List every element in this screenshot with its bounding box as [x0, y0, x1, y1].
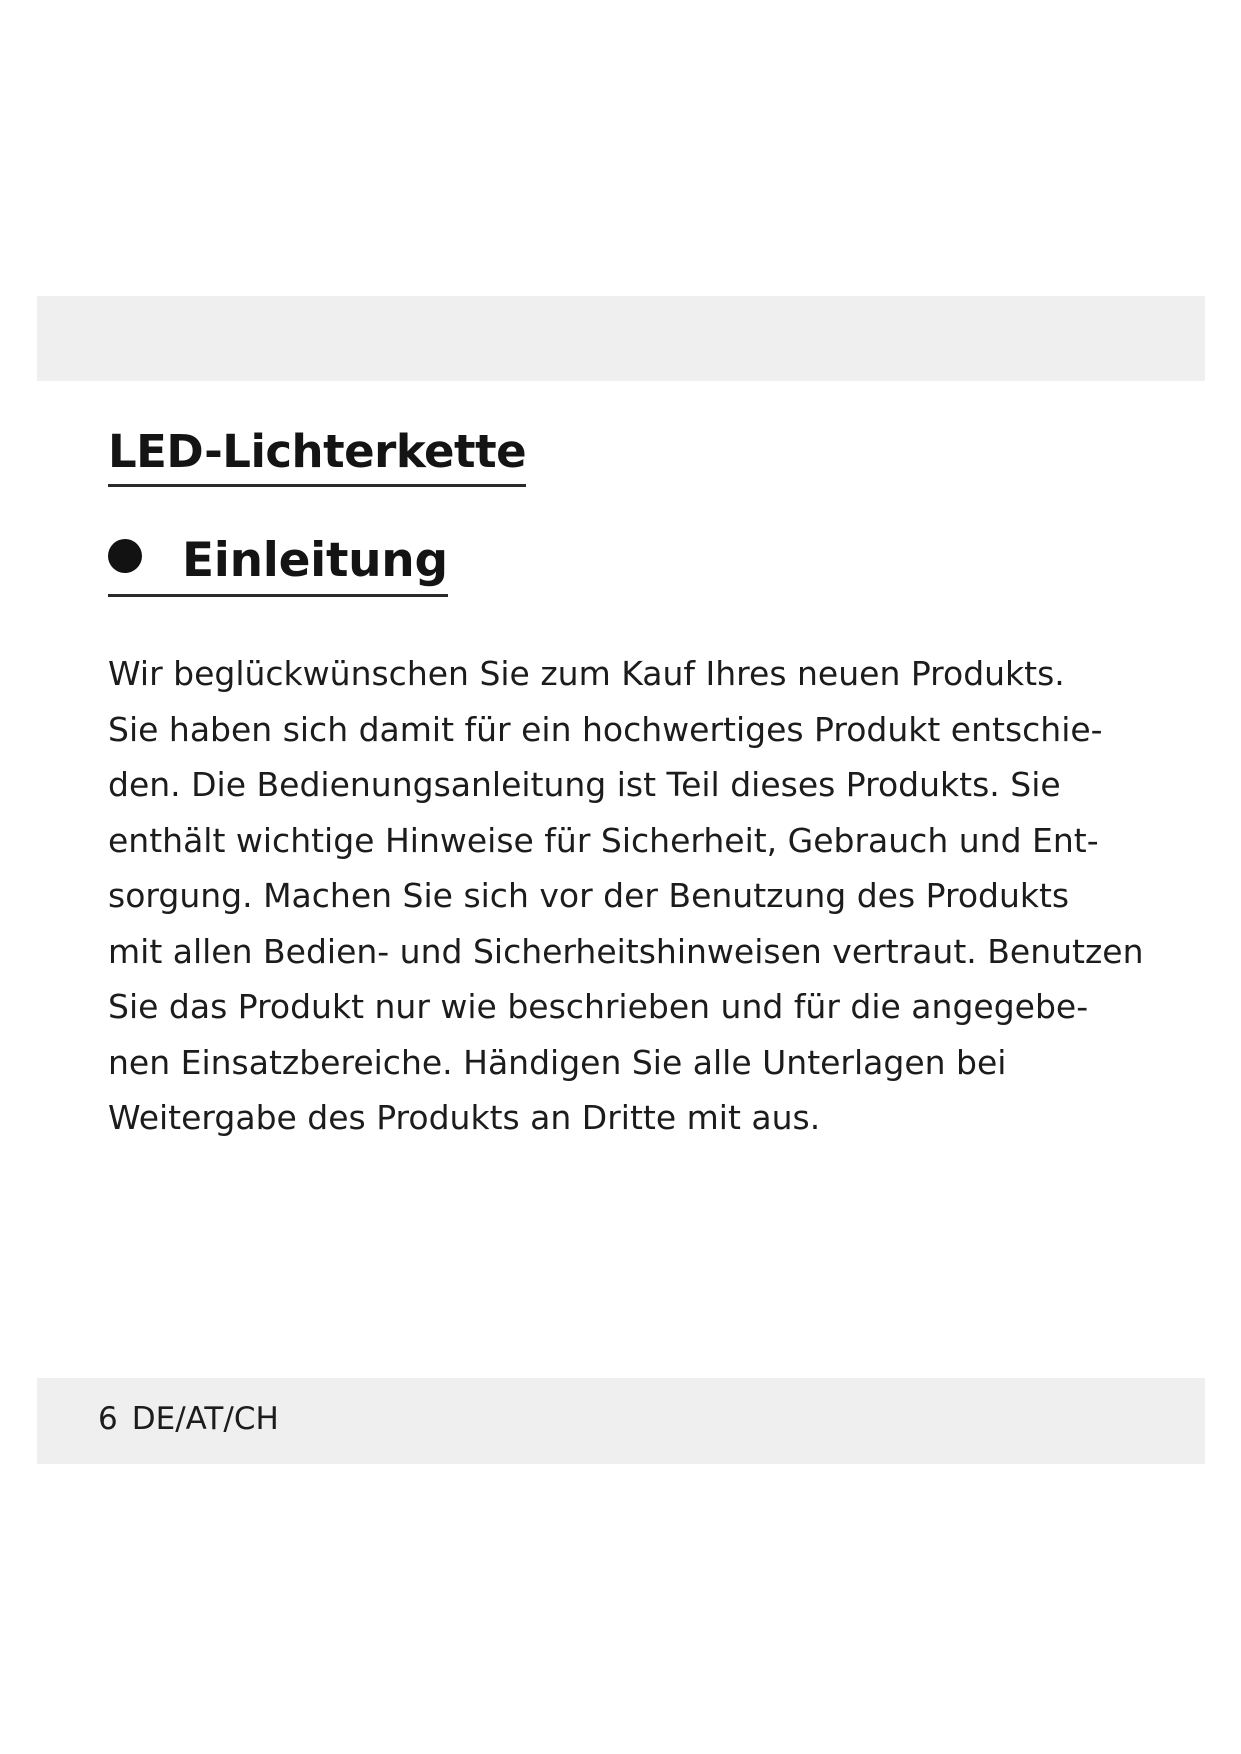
footer-locale: DE/AT/CH: [131, 1401, 279, 1437]
section-heading-text: Einleitung: [182, 533, 448, 588]
bullet-icon: [108, 539, 142, 573]
page-footer: [98, 1396, 279, 1442]
paragraph-line: Sie das Produkt nur wie beschrieben und für die angegebe-: [108, 987, 1089, 1026]
page-title: LED-Lichterkette: [108, 422, 526, 487]
paragraph-line: Sie haben sich damit für ein hochwertiges Produkt entschie-: [108, 709, 1103, 749]
paragraph-line: mit allen Bedien- und Sicherheitshinweisen vertraut. Benutzen: [108, 931, 1144, 971]
section-heading: [108, 530, 448, 597]
paragraph-line: sorgung. Machen Sie sich vor der Benutzung des Produkts: [108, 876, 1070, 915]
intro-paragraph: [108, 646, 1144, 1146]
paragraph-line: den. Die Bedienungsanleitung ist Teil dieses Produkts. Sie: [108, 765, 1061, 804]
header-band: [37, 296, 1205, 381]
page-number: 6: [98, 1401, 118, 1437]
paragraph-line: Weitergabe des Produkts an Dritte mit aus.: [108, 1098, 821, 1137]
paragraph-line: Wir beglückwünschen Sie zum Kauf Ihres neuen Produkts.: [108, 654, 1065, 693]
paragraph-line: enthält wichtige Hinweise für Sicherheit, Gebrauch und Ent-: [108, 820, 1099, 860]
paragraph-line: nen Einsatzbereiche. Händigen Sie alle Unterlagen bei: [108, 1042, 1007, 1082]
